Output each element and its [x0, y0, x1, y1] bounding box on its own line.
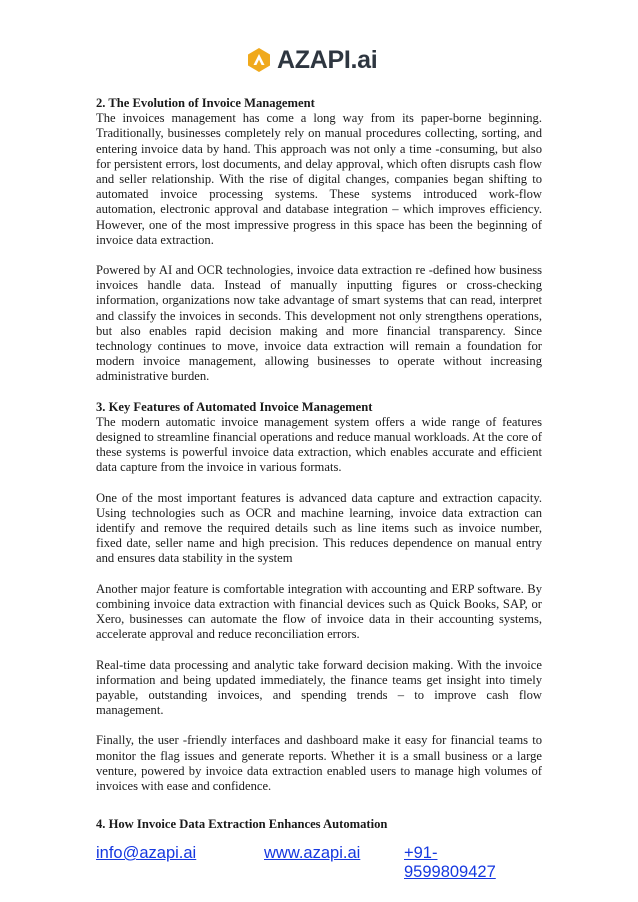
paragraph: Real-time data processing and analytic take forward decision making. With the invoice information and being updated immediately, the finance teams get insight into timely payable, outstanding invoices, and spending trends – to improve cash flow management. — [96, 657, 542, 718]
paragraph: The invoices management has come a long way from its paper-borne beginning. Traditionally, businesses completely rely on manual procedures collecting, sorting, and entering invoice data by hand. This approach was not only a time -consuming, but also for persistent errors, lost documents, and delay approval, which often disrupts cash flow and seller relationship. With the rise of digital changes, companies began shifting to automated invoice processing systems. These systems introduced work-flow automation, electronic approval and database integration – which improves efficiency. However, one of the most impressive progress in this space has been the beginning of invoice data extraction. — [96, 111, 542, 247]
paragraph: The modern automatic invoice management system offers a wide range of features designed to streamline financial operations and reduce manual workloads. At the core of these systems is powerful invoice data extraction, which enables accurate and efficient data capture from the invoice in various formats. — [96, 414, 542, 475]
logo-wordmark: AZAPI.ai — [277, 45, 378, 74]
azapi-logo — [246, 44, 377, 76]
paragraph: One of the most important features is advanced data capture and extraction capacity. Using technologies such as OCR and machine learning, invoice data extraction can identify and remove the required details such as line items such as invoice number, fixed date, seller name and high precision. This reduces dependence on manual entry and ensures data stability in the system — [96, 490, 542, 566]
phone-link[interactable]: +91-9599809427 — [404, 844, 496, 881]
footer-contacts — [96, 844, 526, 881]
paragraph: Another major feature is comfortable integration with accounting and ERP software. By combining invoice data extraction with financial devices such as Quick Books, SAP, or Xero, businesses can automate the flow of invoice data in their accounting systems, accelerate approval and reduce reconciliation errors. — [96, 581, 542, 642]
section-heading: 4. How Invoice Data Extraction Enhances Automation — [96, 817, 388, 832]
paragraph: Finally, the user -friendly interfaces and dashboard make it easy for financial teams to monitor the flag issues and generate reports. Whether it is a small business or a large venture, powered by invoice data extraction enabled users to manage high volumes of invoices with ease and confidence. — [96, 733, 542, 793]
paragraph: Powered by AI and OCR technologies, invoice data extraction re -defined how business invoices handle data. Instead of manually inputting figures or cross-checking information, organizations now take advantage of smart systems that can read, interpret and classify the invoices in seconds. This development not only strengthens operations, but also enables rapid decision making and more financial transparency. Since technology continues to move, invoice data extraction will remain a foundation for modern invoice management, allowing businesses to operate without increasing administrative burden. — [96, 263, 542, 384]
email-link[interactable]: info@azapi.ai — [96, 844, 197, 862]
section-heading: 2. The Evolution of Invoice Management — [96, 96, 315, 110]
section-heading: 3. Key Features of Automated Invoice Management — [96, 399, 373, 414]
azapi-logo-icon — [246, 47, 272, 73]
website-link[interactable]: www.azapi.ai — [264, 844, 361, 862]
article-body — [96, 96, 542, 832]
